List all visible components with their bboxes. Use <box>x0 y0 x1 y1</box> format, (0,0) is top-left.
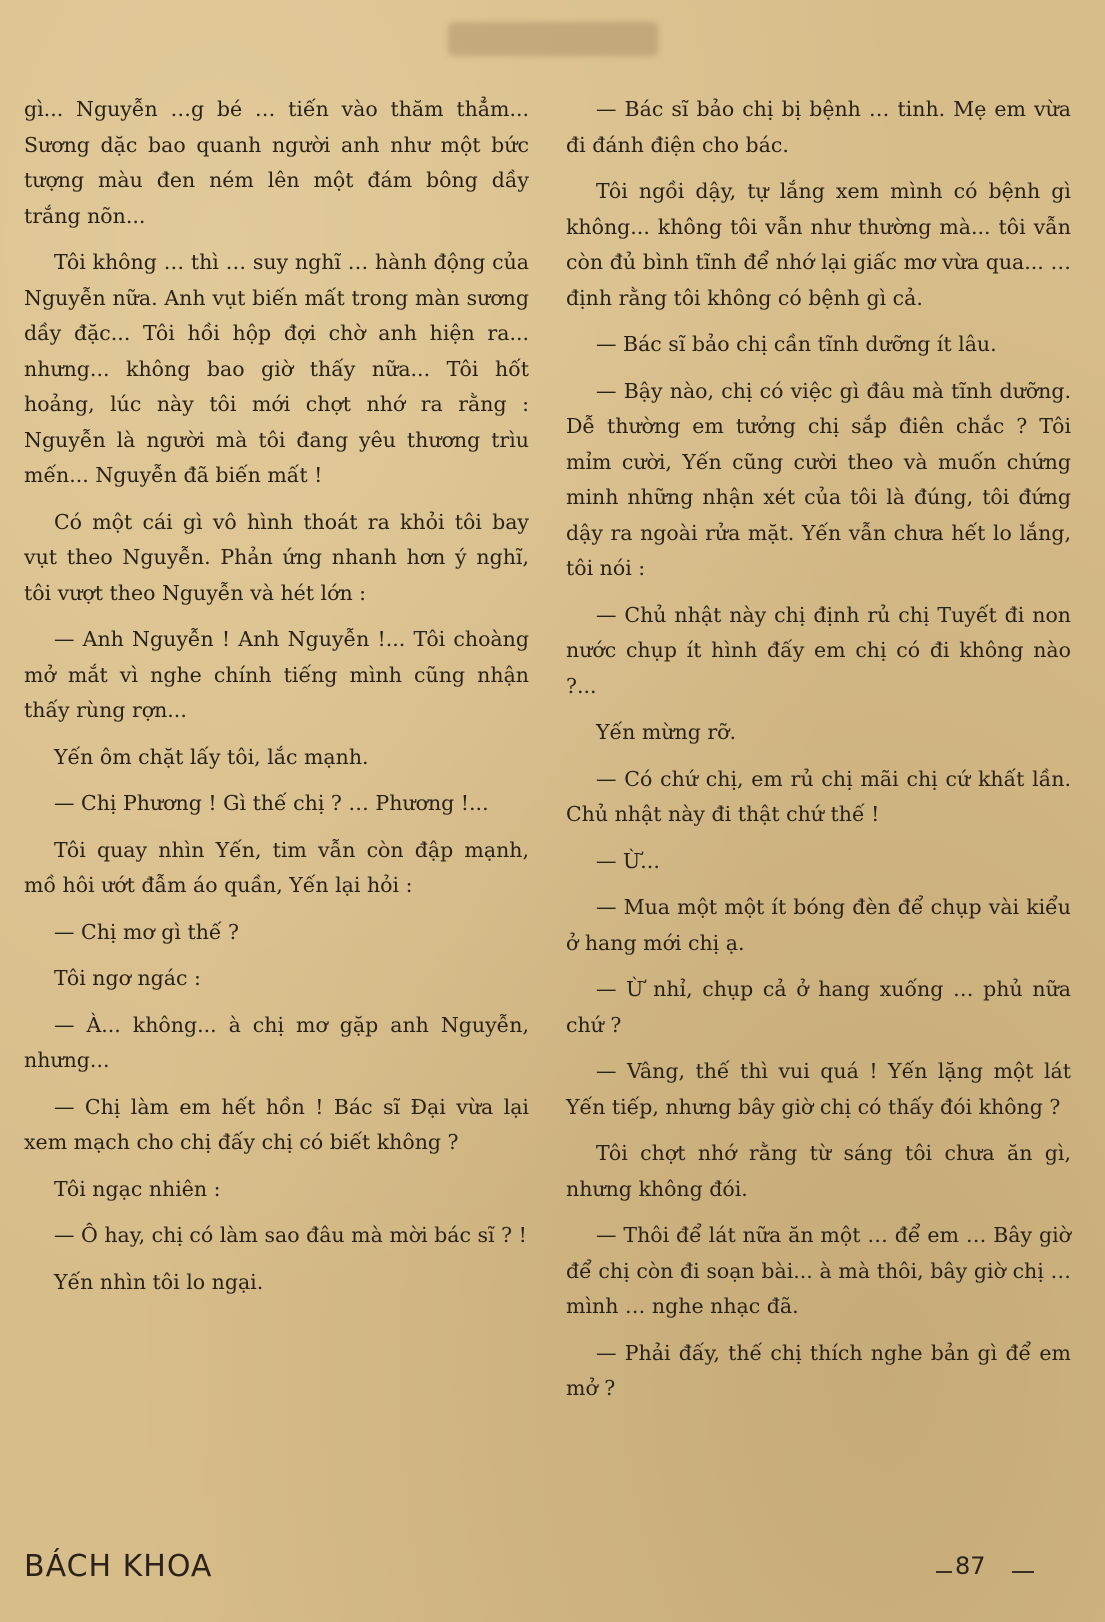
paragraph: Tôi không … thì … suy nghĩ … hành động của Nguyễn nữa. Anh vụt biến mất trong màn sương dầy đặc... Tôi hồi hộp đợi chờ anh hiện ra... nhưng... không bao giờ thấy nữa... Tôi hốt hoảng, lúc này tôi mới chợt nhớ ra rằng : Nguyễn là người mà tôi đang yêu thương trìu mến... Nguyễn đã biến mất ! <box>24 250 529 487</box>
page-number-dash-right <box>1012 1571 1034 1573</box>
left-column <box>24 92 529 1311</box>
paragraph: Yến nhìn tôi lo ngại. <box>54 1269 264 1294</box>
paragraph: — Chị làm em hết hồn ! Bác sĩ Đại vừa lại xem mạch cho chị đấy chị có biết không ? <box>24 1094 529 1154</box>
paragraph: Yến ôm chặt lấy tôi, lắc mạnh. <box>54 744 369 769</box>
paragraph: Tôi ngơ ngác : <box>54 966 201 990</box>
right-column <box>566 92 1071 1418</box>
page-number-dash-left <box>936 1571 952 1573</box>
paragraph: Yến mừng rỡ. <box>596 720 737 744</box>
paragraph: gì... Nguyễn …g bé … tiến vào thăm thẳm... Sương dặc bao quanh người anh như một bức tượng màu đen ném lên một đám bông dầy trắng nõn... <box>24 97 529 228</box>
paragraph: — Chị mơ gì thế ? <box>54 919 240 944</box>
paragraph: — Phải đấy, thế chị thích nghe bản gì để em mở ? <box>566 1340 1071 1400</box>
header-ornament <box>448 22 658 56</box>
paragraph: — Anh Nguyễn ! Anh Nguyễn !... Tôi choàng mở mắt vì nghe chính tiếng mình cũng nhận thấy rùng rợn... <box>24 627 529 722</box>
paragraph: Tôi chợt nhớ rằng từ sáng tôi chưa ăn gì, nhưng không đói. <box>566 1141 1071 1201</box>
paragraph: — Thôi để lát nữa ăn một … để em … Bây giờ để chị còn đi soạn bài... à mà thôi, bây giờ chị … mình … nghe nhạc đã. <box>566 1223 1071 1318</box>
paragraph: — Mua một một ít bóng đèn để chụp vài kiểu ở hang mới chị ạ. <box>566 895 1071 955</box>
paragraph: — Vâng, thế thì vui quá ! Yến lặng một lát Yến tiếp, nhưng bây giờ chị có thấy đói không ? <box>566 1059 1071 1119</box>
paragraph: — Bác sĩ bảo chị cần tĩnh dưỡng ít lâu. <box>596 332 997 356</box>
paragraph: — Chị Phương ! Gì thế chị ? … Phương !... <box>54 791 489 815</box>
paragraph: — Ô hay, chị có làm sao đâu mà mời bác sĩ ? ! <box>54 1223 527 1247</box>
paragraph: Có một cái gì vô hình thoát ra khỏi tôi bay vụt theo Nguyễn. Phản ứng nhanh hơn ý nghĩ, tôi vượt theo Nguyễn và hét lớn : <box>24 509 529 605</box>
paragraph: — Ừ nhỉ, chụp cả ở hang xuống … phủ nữa chứ ? <box>566 977 1071 1037</box>
paragraph: — Bác sĩ bảo chị bị bệnh … tinh. Mẹ em vừa đi đánh điện cho bác. <box>566 97 1071 157</box>
paragraph: Tôi ngạc nhiên : <box>54 1176 221 1201</box>
paragraph: — Bậy nào, chị có việc gì đâu mà tĩnh dưỡng. Dễ thường em tưởng chị sắp điên chắc ? Tôi mỉm cười, Yến cũng cười theo và muốn chứng minh những nhận xét của tôi là đúng, tôi đứng dậy ra ngoài rửa mặt. Yến vẫn chưa hết lo lắng, tôi nói : <box>566 378 1071 580</box>
paragraph: Tôi ngồi dậy, tự lắng xem mình có bệnh gì không... không tôi vẫn như thường mà... tôi vẫn còn đủ bình tĩnh để nhớ lại giấc mơ vừa qua... … định rằng tôi không có bệnh gì cả. <box>566 179 1071 310</box>
paragraph: — Chủ nhật này chị định rủ chị Tuyết đi non nước chụp ít hình đấy em chị có đi không nào ?... <box>566 602 1071 698</box>
paragraph: — À... không... à chị mơ gặp anh Nguyễn, nhưng... <box>24 1012 529 1072</box>
paragraph: — Có chứ chị, em rủ chị mãi chị cứ khất lần. Chủ nhật này đi thật chứ thế ! <box>566 766 1071 826</box>
magazine-title: BÁCH KHOA <box>24 1549 213 1584</box>
page-number: 87 <box>955 1552 986 1580</box>
paragraph: — Ừ... <box>596 848 660 873</box>
paragraph: Tôi quay nhìn Yến, tim vẫn còn đập mạnh, mồ hôi ướt đẫm áo quần, Yến lại hỏi : <box>24 837 529 897</box>
